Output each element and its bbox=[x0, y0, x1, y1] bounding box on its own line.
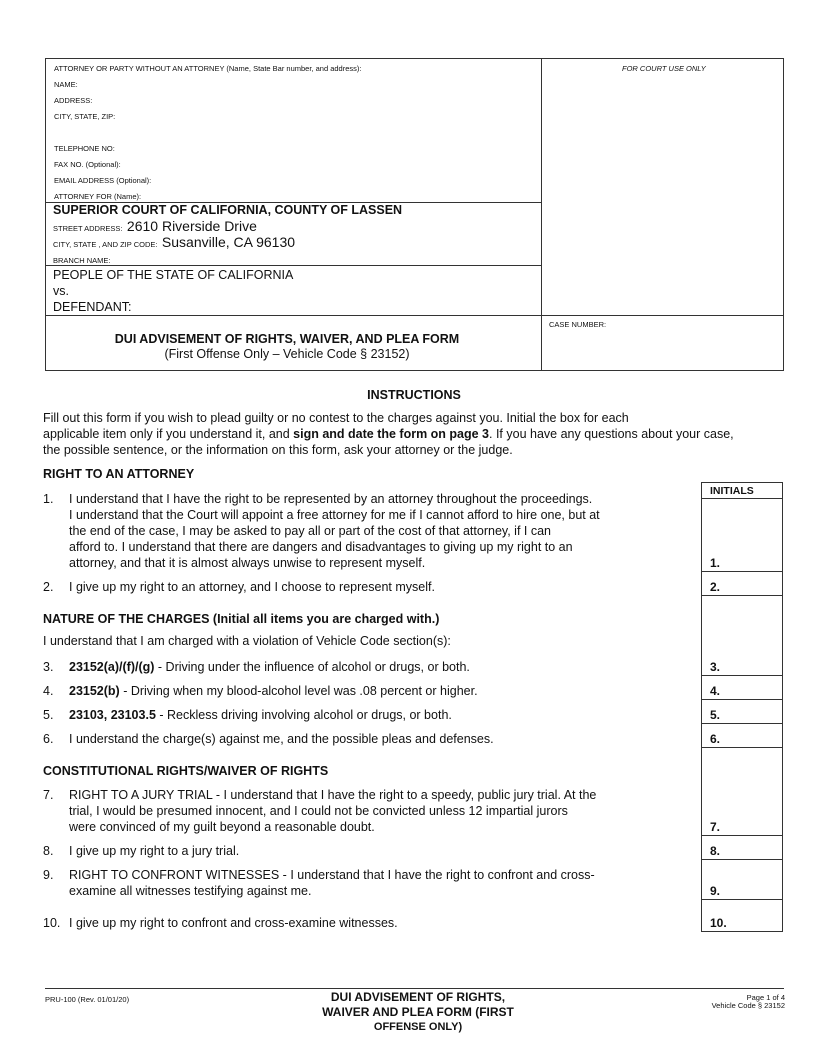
branch-name-label: BRANCH NAME: bbox=[53, 256, 111, 265]
item-line: were convinced of my guilt beyond a reasonable doubt. bbox=[69, 820, 375, 834]
city-zip-value: Susanville, CA 96130 bbox=[161, 234, 296, 250]
initials-header: INITIALS bbox=[701, 482, 783, 499]
instructions-line-3: the possible sentence, or the information on this form, ask your attorney or the judge. bbox=[43, 443, 513, 457]
instructions-heading: INSTRUCTIONS bbox=[367, 388, 461, 402]
attorney-for-field[interactable]: ATTORNEY FOR (Name): bbox=[54, 192, 142, 201]
form-title: DUI ADVISEMENT OF RIGHTS, WAIVER, AND PLEA FORM bbox=[114, 332, 460, 346]
section-constitutional-rights: CONSTITUTIONAL RIGHTS/WAIVER OF RIGHTS bbox=[43, 764, 329, 778]
item-text: I give up my right to a jury trial. bbox=[69, 844, 240, 858]
footer-title-3: OFFENSE ONLY) bbox=[373, 1021, 463, 1033]
initials-box-4[interactable] bbox=[701, 675, 783, 700]
street-address-value: 2610 Riverside Drive bbox=[126, 218, 257, 234]
item-line: the end of the case, I may be asked to pay all or part of the cost of that attorney, if I can bbox=[69, 524, 551, 538]
instructions-line-2-post: . If you have any questions about your case, bbox=[489, 427, 734, 441]
initials-box-1[interactable] bbox=[701, 498, 783, 572]
item-line: examine all witnesses testifying against me. bbox=[69, 884, 312, 898]
item-number: 9. bbox=[43, 868, 54, 882]
defendant-field[interactable]: DEFENDANT: bbox=[53, 300, 132, 314]
initials-number: 6. bbox=[710, 732, 721, 746]
vehicle-code-section: 23103, 23103.5 bbox=[69, 708, 156, 722]
item-1 bbox=[43, 491, 643, 571]
initials-number: 10. bbox=[710, 916, 727, 930]
address-field[interactable]: ADDRESS: bbox=[54, 96, 93, 105]
initials-box-10[interactable] bbox=[701, 899, 783, 932]
vs-label: vs. bbox=[53, 284, 69, 298]
court-use-label: FOR COURT USE ONLY bbox=[622, 64, 706, 73]
telephone-field[interactable]: TELEPHONE NO: bbox=[54, 144, 115, 153]
instructions-line-1: Fill out this form if you wish to plead guilty or no contest to the charges against you. Initial the box for each bbox=[43, 411, 629, 425]
fax-field[interactable]: FAX NO. (Optional): bbox=[54, 160, 121, 169]
item-number: 8. bbox=[43, 844, 54, 858]
initials-number: 2. bbox=[710, 580, 721, 594]
attorney-label: ATTORNEY OR PARTY WITHOUT AN ATTORNEY (Name, State Bar number, and address): bbox=[54, 64, 362, 73]
item-number: 1. bbox=[43, 492, 54, 506]
item-9 bbox=[43, 867, 643, 899]
charges-intro: I understand that I am charged with a violation of Vehicle Code section(s): bbox=[43, 634, 451, 648]
item-number: 5. bbox=[43, 708, 54, 722]
initials-number: 4. bbox=[710, 684, 721, 698]
city-zip bbox=[53, 234, 295, 252]
initials-number: 5. bbox=[710, 708, 721, 722]
form-subtitle: (First Offense Only – Vehicle Code § 23152) bbox=[164, 347, 410, 361]
item-text: I give up my right to confront and cross-examine witnesses. bbox=[69, 916, 398, 930]
initials-spacer bbox=[701, 595, 783, 676]
initials-box-2[interactable] bbox=[701, 571, 783, 596]
item-text: - Reckless driving involving alcohol or drugs, or both. bbox=[155, 708, 452, 722]
initials-number: 9. bbox=[710, 884, 721, 898]
city-zip-label: CITY, STATE , AND ZIP CODE: bbox=[53, 240, 158, 249]
item-number: 3. bbox=[43, 660, 54, 674]
street-address-label: STREET ADDRESS: bbox=[53, 224, 123, 233]
item-text: I give up my right to an attorney, and I choose to represent myself. bbox=[69, 580, 435, 594]
item-number: 7. bbox=[43, 788, 54, 802]
footer-vehicle-code: Vehicle Code § 23152 bbox=[711, 1001, 785, 1010]
instructions-sign-date: sign and date the form on page 3 bbox=[293, 427, 490, 441]
instructions-line-2 bbox=[43, 427, 734, 441]
people-label: PEOPLE OF THE STATE OF CALIFORNIA bbox=[53, 268, 294, 282]
city-state-zip-field[interactable]: CITY, STATE, ZIP: bbox=[54, 112, 116, 121]
item-line: RIGHT TO A JURY TRIAL - I understand that I have the right to a speedy, public jury trial. At the bbox=[69, 788, 597, 802]
item-number: 4. bbox=[43, 684, 54, 698]
footer-title-2: WAIVER AND PLEA FORM (FIRST bbox=[322, 1005, 514, 1019]
initials-box-9[interactable] bbox=[701, 859, 783, 900]
initials-number: 1. bbox=[710, 556, 721, 570]
item-line: trial, I would be presumed innocent, and I could not be convicted unless 12 impartial jurors bbox=[69, 804, 568, 818]
vehicle-code-section: 23152(b) bbox=[69, 684, 120, 698]
name-field[interactable]: NAME: bbox=[54, 80, 78, 89]
item-text: I understand the charge(s) against me, and the possible pleas and defenses. bbox=[69, 732, 494, 746]
item-line: I understand that I have the right to be represented by an attorney throughout the proceedings. bbox=[69, 492, 593, 506]
footer-title-1: DUI ADVISEMENT OF RIGHTS, bbox=[330, 990, 506, 1004]
item-text: - Driving under the influence of alcohol or drugs, or both. bbox=[154, 660, 470, 674]
initials-number: 3. bbox=[710, 660, 721, 674]
instructions-line-2-pre: applicable item only if you understand it, and bbox=[43, 427, 294, 441]
initials-box-8[interactable] bbox=[701, 835, 783, 860]
court-name: SUPERIOR COURT OF CALIFORNIA, COUNTY OF LASSEN bbox=[53, 203, 403, 217]
section-right-to-attorney: RIGHT TO AN ATTORNEY bbox=[43, 467, 195, 481]
initials-box-7[interactable] bbox=[701, 747, 783, 836]
item-7 bbox=[43, 787, 643, 835]
item-text: - Driving when my blood-alcohol level was .08 percent or higher. bbox=[119, 684, 478, 698]
email-field[interactable]: EMAIL ADDRESS (Optional): bbox=[54, 176, 152, 185]
section-nature-of-charges: NATURE OF THE CHARGES (Initial all items you are charged with.) bbox=[43, 612, 440, 626]
item-line: I understand that the Court will appoint a free attorney for me if I cannot afford to hire one, but at bbox=[69, 508, 600, 522]
initials-number: 7. bbox=[710, 820, 721, 834]
item-number: 10. bbox=[43, 916, 61, 930]
item-line: RIGHT TO CONFRONT WITNESSES - I understand that I have the right to confront and cross- bbox=[69, 868, 595, 882]
item-number: 2. bbox=[43, 580, 54, 594]
case-number-field[interactable]: CASE NUMBER: bbox=[549, 320, 607, 329]
initials-box-5[interactable] bbox=[701, 699, 783, 724]
initials-box-6[interactable] bbox=[701, 723, 783, 748]
item-number: 6. bbox=[43, 732, 54, 746]
footer-page-number: Page 1 of 4 bbox=[746, 993, 785, 1002]
item-line: afford to. I understand that there are dangers and disadvantages to giving up my right to an bbox=[69, 540, 573, 554]
initials-number: 8. bbox=[710, 844, 721, 858]
footer-form-id: PRU-100 (Rev. 01/01/20) bbox=[45, 995, 130, 1004]
vehicle-code-section: 23152(a)/(f)/(g) bbox=[69, 660, 155, 674]
item-line: attorney, and that it is almost always unwise to represent myself. bbox=[69, 556, 426, 570]
